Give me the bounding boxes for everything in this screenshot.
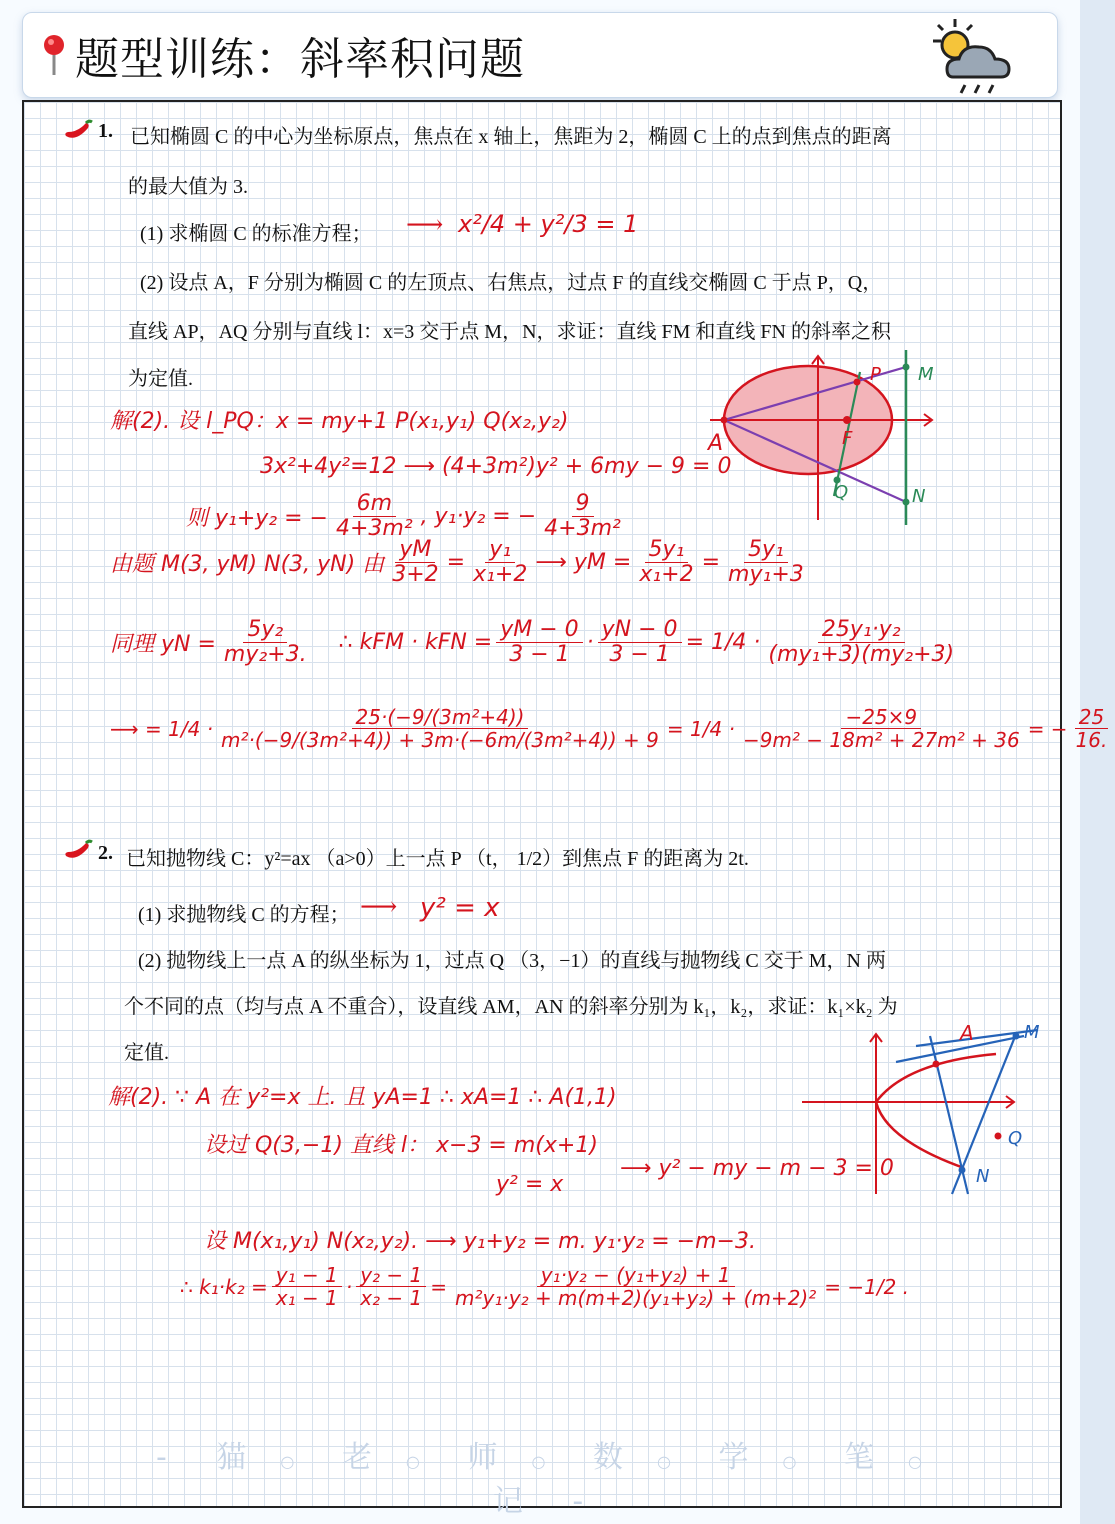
p1-s6-frac3-den: 16.: [1075, 728, 1108, 752]
p1-solution-line3: [186, 492, 629, 541]
p1-s4-text-d: ⟶ yM =: [535, 550, 632, 576]
label-a: A: [708, 431, 724, 456]
p1-s6-text-c: = 1/4 ·: [666, 716, 735, 741]
header-banner: [22, 12, 1058, 98]
p1-s3-frac2-num: 9: [572, 492, 594, 517]
p2-s5-text-f: = −1/2 .: [824, 1274, 910, 1299]
p1-s5-frac2-num: yM − 0: [496, 618, 582, 643]
p1-s3-frac1-num: 6m: [353, 492, 396, 517]
p1-s6-text-a: ⟶ = 1/4 ·: [110, 716, 214, 741]
problem1-part1: (1) 求椭圆 C 的标准方程；: [140, 223, 372, 245]
p1-s6-frac2-den: −9m² − 18m² + 27m² + 36: [742, 728, 1020, 752]
p2-s5-frac1-den: x₁ − 1: [275, 1286, 338, 1310]
p1-s5-text-f: = 1/4 ·: [685, 630, 761, 656]
label-p: P: [870, 364, 881, 385]
p1-s6-frac3-num: 25: [1075, 706, 1108, 729]
p1-s4-frac1-den: 3+2: [392, 562, 439, 588]
p2-s5-frac2-num: y₂ − 1: [356, 1264, 426, 1287]
problem2-part2-line1: (2) 抛物线上一点 A 的纵坐标为 1，过点 Q （3，−1）的直线与抛物线 C 交于 M，N 两: [138, 950, 886, 972]
p1-s6-frac1-num: 25·(−9/(3m²+4)): [352, 706, 529, 729]
arrow-icon: ⟶: [406, 210, 444, 239]
p1-s4-frac3-num: 5y₁: [645, 538, 689, 563]
label-n: N: [912, 486, 926, 507]
p1-s3-text-a: 则 y₁+y₂ = −: [186, 506, 328, 532]
problem1-line1: 已知椭圆 C 的中心为坐标原点，焦点在 x 轴上，焦距为 2，椭圆 C 上的点到焦点的距离: [130, 126, 892, 148]
p1-s4-frac2-den: x₁+2: [473, 562, 528, 588]
footer-char: 记: [492, 1484, 527, 1519]
footer-char: 学: [718, 1440, 753, 1475]
p1-s5-frac1-num: 5y₂: [243, 618, 287, 643]
p1-solution-line6: [110, 706, 1115, 751]
p2-label-a: A: [960, 1021, 974, 1045]
pin-icon: [41, 33, 67, 82]
p1-s4-frac4-den: my₁+3: [728, 562, 804, 588]
problem2-part1-answer: y² = x: [420, 893, 500, 923]
p1-s3-frac1-den: 4+3m²: [335, 516, 413, 542]
sun-cloud-rain-icon: [925, 15, 1021, 106]
p1-s5-frac1-den: my₂+3.: [223, 642, 307, 668]
footer-char: 师: [467, 1440, 502, 1475]
chili-icon: [62, 838, 94, 869]
p1-s5-frac3-num: yN − 0: [598, 618, 682, 643]
problem2-number: 2.: [98, 842, 113, 864]
p2-solution-line1: 解(2). ∵ A 在 y²=x 上. 且 yA=1 ∴ xA=1 ∴ A(1,1): [108, 1085, 617, 1110]
p1-s4-frac2-num: y₁: [485, 538, 515, 563]
p1-s5-text-a: 同理 yN =: [110, 632, 216, 658]
p1-s4-frac1-num: yM: [395, 538, 435, 563]
p1-s4-frac3-den: x₁+2: [639, 562, 694, 588]
ellipse-figure: [700, 350, 950, 530]
p1-s3-text-c: , y₁·y₂ = −: [420, 504, 537, 530]
problem1-line2: 的最大值为 3.: [128, 176, 248, 198]
label-q: Q: [834, 482, 849, 503]
p2-s5-frac3-den: m²y₁·y₂ + m(m+2)(y₁+y₂) + (m+2)²: [455, 1286, 817, 1310]
p1-solution-line4: 由题 M(3, yM) N(3, yN) 由 $\frac{yM}{3+2}$ = $\frac{\text{y₁}}{\text{x₁+2}}$ ⟶ yM = $\frac{\text{5y₁}}{\text{x₁+2}}$ = $\frac{\text{5y₁}}{\text{my₁+3}}$: [110, 538, 812, 587]
footer-char: 老: [341, 1440, 376, 1475]
page-title: 题型训练：斜率积问题: [75, 34, 525, 85]
p1-solution-line1: 解(2). 设 l_PQ：x = my+1 P(x₁,y₁) Q(x₂,y₂): [110, 409, 569, 434]
p2-label-m: M: [1024, 1022, 1040, 1043]
problem1-part2-line1: (2) 设点 A，F 分别为椭圆 C 的左顶点、右焦点，过点 F 的直线交椭圆 C 于点 P，Q，: [140, 272, 883, 294]
p1-s5-frac4-den: (my₁+3)(my₂+3): [768, 642, 955, 668]
problem1-part2-line3: 为定值.: [128, 368, 193, 390]
problem2-part1: (1) 求抛物线 C 的方程；: [138, 904, 350, 926]
p1-s3-frac2-den: 4+3m²: [544, 516, 621, 542]
problem2-part2-line3: 定值.: [124, 1042, 169, 1064]
footer-watermark: - 猫 ○ 老 ○ 师 ○ 数 ○ 学 ○ 笔 ○ 记 -: [156, 1440, 926, 1519]
problem1-number: 1.: [98, 120, 113, 142]
p2-solution-line5: ∴ k₁·k₂ = $\frac{\text{y₁ − 1}}{\text{x₁ − 1}}$ · $\frac{\text{y₂ − 1}}{\text{x₂ − 1}}$ = $\frac{\text{y₁·y₂ − (y₁+y₂) + 1}}{\text{m²y₁·y₂ + m(m+2)(y₁+y₂) + (m+2)²}}$ = −1/2 .: [180, 1263, 910, 1310]
p2-s5-frac1-num: y₁ − 1: [272, 1264, 342, 1287]
footer-char: 猫: [216, 1440, 251, 1475]
p1-s6-text-e: = −: [1027, 716, 1068, 741]
p1-s5-text-c: ∴ kFM · kFN =: [338, 630, 493, 656]
p1-s6-frac2-num: −25×9: [841, 706, 921, 729]
problem1-part1-answer: x²/4 + y²/3 = 1: [458, 210, 639, 238]
p2-s5-frac3-num: y₁·y₂ − (y₁+y₂) + 1: [537, 1264, 735, 1287]
footer-char: 数: [592, 1440, 627, 1475]
p2-label-n: N: [976, 1166, 990, 1187]
p2-s5-frac2-den: x₂ − 1: [360, 1286, 423, 1310]
p1-s4-text-a: 由题 M(3, yM) N(3, yN) 由: [110, 552, 385, 578]
label-f: F: [842, 428, 853, 449]
p1-s5-frac3-den: 3 − 1: [609, 642, 670, 668]
p1-s4-frac4-num: 5y₁: [744, 538, 788, 563]
p1-s6-frac1-den: m²·(−9/(3m²+4)) + 3m·(−6m/(3m²+4)) + 9: [221, 728, 659, 752]
footer-char: 笔: [843, 1440, 878, 1475]
p1-s5-frac4-num: 25y₁·y₂: [818, 618, 905, 643]
p2-label-q: Q: [1008, 1128, 1023, 1149]
p2-solution-line4: 设 M(x₁,y₁) N(x₂,y₂). ⟶ y₁+y₂ = m. y₁·y₂ = −m−3.: [204, 1229, 756, 1254]
p2-solution-line3: y² = x: [496, 1172, 564, 1197]
p2-solution-line2: 设过 Q(3,−1) 直线 l： x−3 = m(x+1): [204, 1133, 598, 1158]
p2-solution-line3b: ⟶ y² − my − m − 3 = 0: [620, 1156, 894, 1181]
problem2-line1: 已知抛物线 C：y²=ax （a>0）上一点 P （t， 1/2）到焦点 F 的距离为 2t.: [126, 848, 749, 870]
p1-solution-line5: 同理 yN = $\frac{\text{5y₂}}{\text{my₂+3.}}$ ∴ kFM · kFN = $\frac{yM - 0}{3 - 1}$ · $\frac{yN - 0}{3 - 1}$ = 1/4 · $\frac{\text{25y₁·y₂}}{\text{(my₁+3)(my₂+3)}}$: [110, 618, 962, 667]
arrow-icon: ⟶: [360, 892, 398, 921]
p2-s5-text-d: =: [430, 1274, 448, 1299]
problem1-part2-line2: 直线 AP，AQ 分别与直线 l：x=3 交于点 M，N，求证：直线 FM 和直线 FN 的斜率之积: [128, 321, 891, 343]
p1-solution-line2: 3x²+4y²=12 ⟶ (4+3m²)y² + 6my − 9 = 0: [260, 454, 732, 479]
label-m: M: [918, 364, 934, 385]
p2-s5-text-a: ∴ k₁·k₂ =: [180, 1274, 268, 1299]
chili-icon: [62, 118, 94, 149]
problem2-part2-line2: 个不同的点（均与点 A 不重合），设直线 AM，AN 的斜率分别为 k₁，k₂，求证：k₁×k₂ 为: [124, 996, 898, 1018]
p1-s5-frac2-den: 3 − 1: [509, 642, 570, 668]
